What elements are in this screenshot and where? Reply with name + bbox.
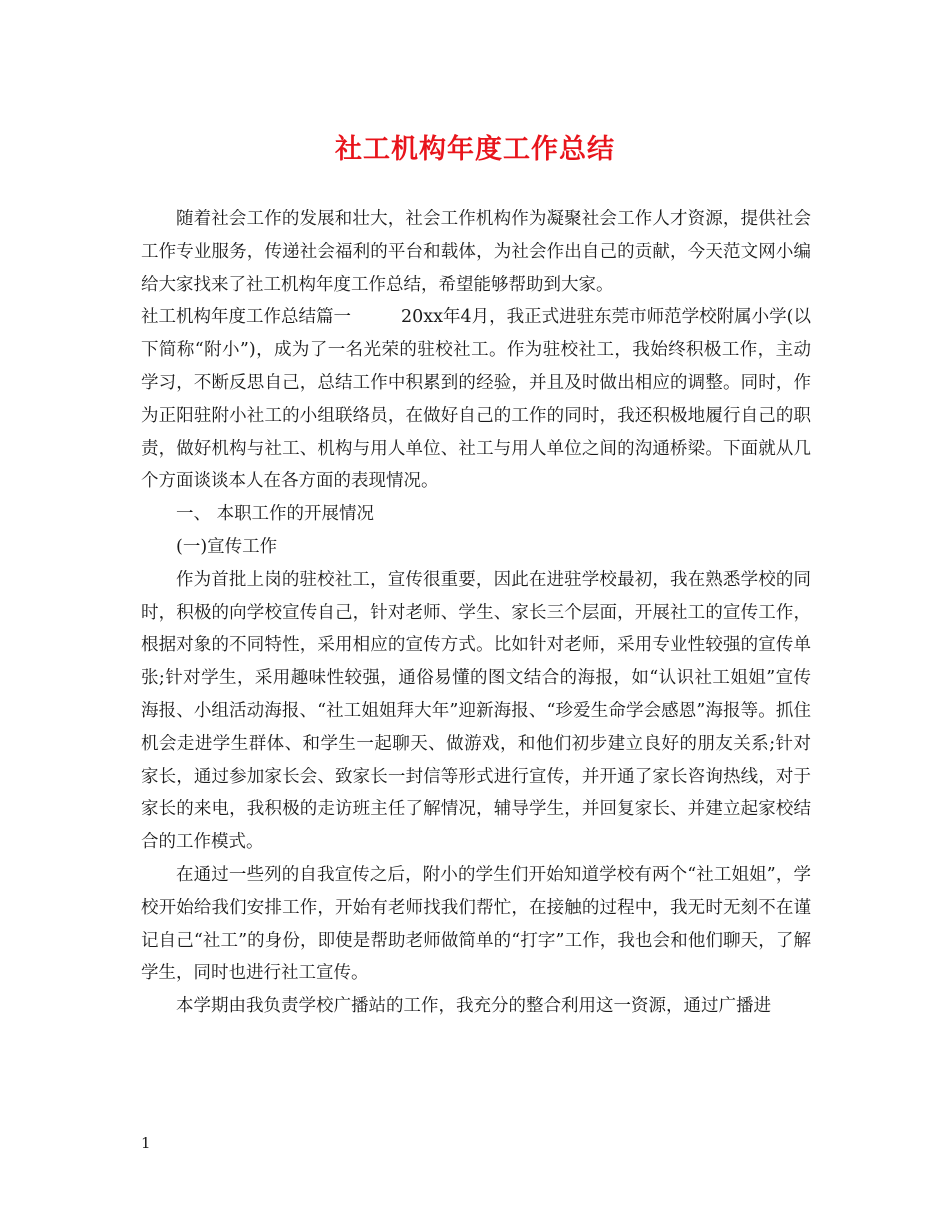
document-title: 社工机构年度工作总结 (335, 134, 615, 165)
publicity-paragraph: 作为首批上岗的驻校社工，宣传很重要，因此在进驻学校最初，我在熟悉学校的同时，积极的向学校宣传自己，针对老师、学生、家长三个层面，开展社工的宣传工作，根据对象的不同特性，采用相应的宣传方式。比如针对老师，采用专业性较强的宣传单张;针对学生，采用趣味性较强，通俗易懂的图文结合的海报，如“认识社工姐姐”宣传海报、小组活动海报、“社工姐姐拜大年”迎新海报、“珍爱生命学会感恩”海报等。抓住机会走进学生群体、和学生一起聊天、做游戏，和他们初步建立良好的朋友关系;针对家长，通过参加家长会、致家长一封信等形式进行宣传，并开通了家长咨询热线，对于家长的来电，我积极的走访班主任了解情况，辅导学生，并回复家长、并建立起家校结合的工作模式。 (141, 569, 811, 853)
page-number: 1 (141, 1134, 151, 1152)
part-one-heading: 社工机构年度工作总结篇一 (141, 307, 352, 328)
subsection-heading: (一)宣传工作 (176, 536, 278, 557)
part-one-paragraph (141, 301, 811, 498)
document-body (141, 203, 811, 1023)
self-promotion-paragraph: 在通过一些列的自我宣传之后，附小的学生们开始知道学校有两个“社工姐姐”，学校开始给我们安排工作，开始有老师找我们帮忙，在接触的过程中，我无时无刻不在谨记自己“社工”的身份，即使是帮助老师做简单的“打字”工作，我也会和他们聊天，了解学生，同时也进行社工宣传。 (141, 864, 811, 984)
part-one-body: 20xx年4月，我正式进驻东莞市师范学校附属小学(以下简称“附小”)，成为了一名光荣的驻校社工。作为驻校社工，我始终积极工作，主动学习，不断反思自己，总结工作中积累到的经验，并且及时做出相应的调整。同时，作为正阳驻附小社工的小组联络员，在做好自己的工作的同时，我还积极地履行自己的职责，做好机构与社工、机构与用人单位、社工与用人单位之间的沟通桥梁。下面就从几个方面谈谈本人在各方面的表现情况。 (141, 307, 812, 492)
section-heading: 一、 本职工作的开展情况 (176, 504, 375, 525)
intro-paragraph: 随着社会工作的发展和壮大，社会工作机构作为凝聚社会工作人才资源，提供社会工作专业服务，传递社会福利的平台和载体，为社会作出自己的贡献，今天范文网小编给大家找来了社工机构年度工作总结，希望能够帮助到大家。 (141, 209, 811, 295)
broadcast-paragraph: 本学期由我负责学校广播站的工作，我充分的整合利用这一资源，通过广播进 (176, 996, 771, 1017)
